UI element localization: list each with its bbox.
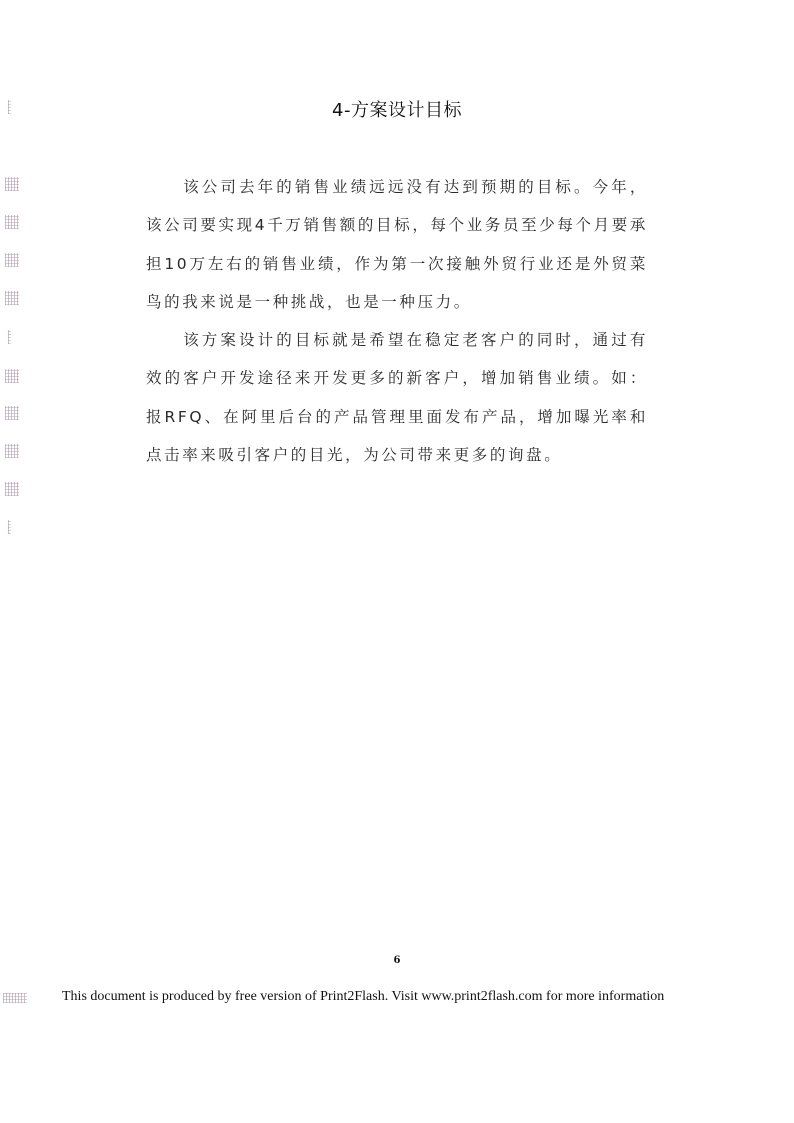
body-text bbox=[146, 168, 648, 474]
scan-artifact-mark bbox=[5, 369, 19, 383]
page-number: 6 bbox=[393, 955, 401, 966]
paragraph: 该方案设计的目标就是希望在稳定老客户的同时，通过有效的客户开发途径来开发更多的新客户，增加销售业绩。如：报RFQ、在阿里后台的产品管理里面发布产品，增加曝光率和点击率来吸引客户的目光，为公司带来更多的询盘。 bbox=[146, 331, 648, 465]
scan-artifact-mark bbox=[3, 993, 27, 1003]
scan-artifact-mark bbox=[5, 444, 19, 458]
scan-artifact-mark bbox=[5, 215, 19, 229]
scan-artifact-mark bbox=[8, 520, 11, 534]
scan-artifact-mark bbox=[5, 253, 19, 267]
scan-artifact-mark bbox=[5, 482, 19, 496]
paragraph: 该公司去年的销售业绩远远没有达到预期的目标。今年，该公司要实现4千万销售额的目标，每个业务员至少每个月要承担10万左右的销售业绩，作为第一次接触外贸行业还是外贸菜鸟的我来说是一种挑战，也是一种压力。 bbox=[146, 178, 648, 311]
scan-artifact-mark bbox=[5, 291, 19, 305]
footer-notice: This document is produced by free version of Print2Flash. Visit www.print2flash.com for more information bbox=[62, 989, 665, 1004]
scan-artifact-mark bbox=[5, 406, 19, 420]
scan-artifact-mark bbox=[5, 177, 19, 191]
scan-artifact-mark bbox=[8, 330, 11, 344]
section-title: 4-方案设计目标 bbox=[332, 100, 462, 121]
